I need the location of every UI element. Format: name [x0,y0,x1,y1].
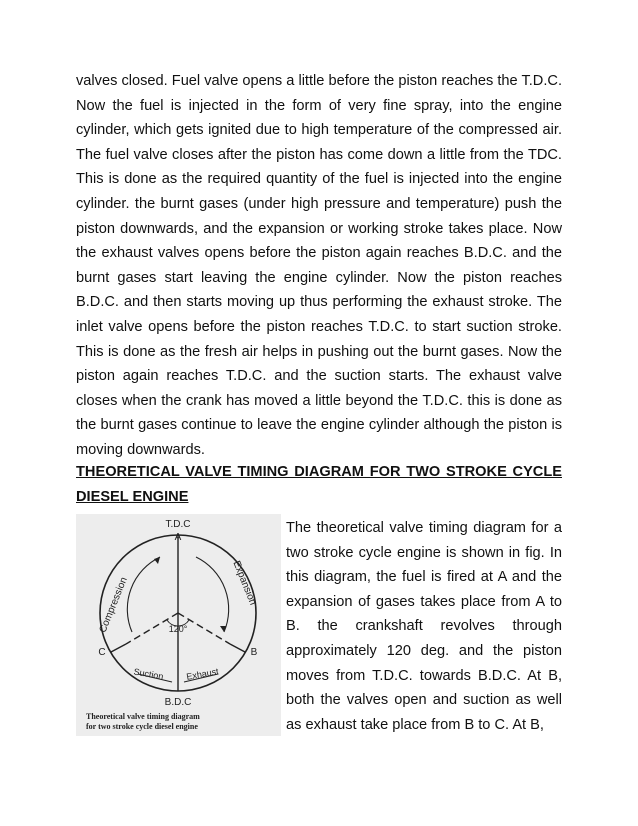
exhaust-label: Exhaust [185,666,220,682]
line-to-b-outer [230,644,245,652]
bdc-label: B.D.C [164,697,192,708]
line-to-c-outer [111,644,126,652]
suction-label: Suction [132,666,165,682]
point-b-label: B [250,647,258,658]
figure-caption-line2: for two stroke cycle diesel engine [86,722,198,731]
section-heading: THEORETICAL VALVE TIMING DIAGRAM FOR TWO STROKE CYCLE DIESEL ENGINE [76,464,562,505]
expansion-label: Expansion [230,559,259,607]
tdc-label: T.D.C [165,519,191,530]
point-a-label: A [174,532,182,543]
side-paragraph: The theoretical valve timing diagram for a two stroke cycle engine is shown in fig. In this diagram, the fuel is fired at A and the expansion of gases takes place from A to B. the crankshaft revolves through approximately 120 deg. and the piston moves from T.D.C. towards B.D.C. At B, both the valves open and suction as well as exhaust take place from B to C. At B, [286,520,562,733]
compression-arrowhead [154,557,160,564]
figure-caption-line1: Theoretical valve timing diagram [86,712,200,721]
point-c-label: C [98,647,106,658]
body-paragraph: valves closed. Fuel valve opens a little before the piston reaches the T.D.C. Now the fuel is injected in the form of very fine spray, into the engine cylinder, which gets ignited due to high temperature of the compressed air. The fuel valve closes after the piston has come down a little from the TDC. This is done as the required quantity of the fuel is injected into the engine cylinder. the burnt gases (under high pressure and temperature) push the piston downwards, and the expansion or working stroke takes place. Now the exhaust valves opens before the piston again reaches B.D.C. and the burnt gases start leaving the engine cylinder. Now the piston reaches B.D.C. and then starts moving up thus performing the exhaust stroke. The inlet valve opens before the piston reaches T.D.C. to start suction stroke. This is done as the fresh air helps in pushing out the burnt gases. Now the piston again reaches T.D.C. and the suction starts. The exhaust valve closes when the crank has moved a little beyond the T.D.C. this is done as the burnt gases continue to leave the engine cylinder although the piston is moving downwards. [76,73,562,458]
valve-timing-diagram [76,514,281,736]
compression-label: Compression [97,575,130,635]
expansion-arc [196,557,229,632]
compression-arc [127,557,160,632]
angle-label: 120° [168,624,188,634]
valve-timing-figure [76,514,281,736]
